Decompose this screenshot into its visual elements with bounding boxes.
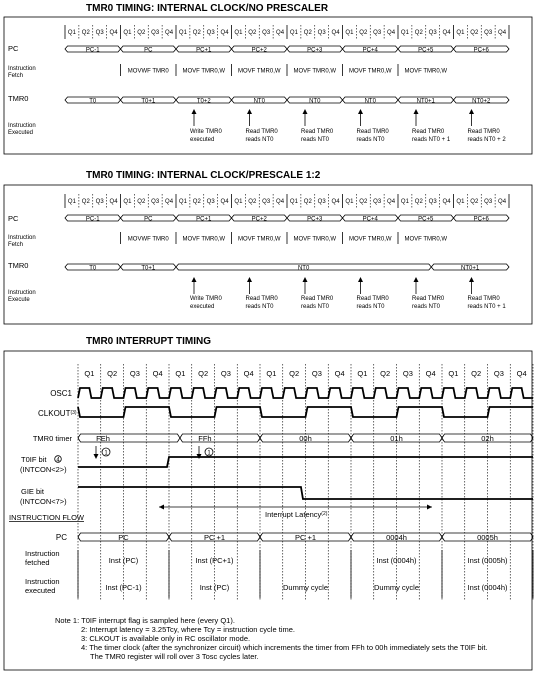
- d3-fetched-value: Inst (PC): [108, 556, 139, 565]
- diagram1-tmr0-value: NT0+1: [416, 98, 435, 105]
- diagram2-tmr0-value: NT0: [297, 265, 310, 272]
- diagram2-exec-arrow-head: [303, 277, 308, 282]
- diagram2-q-label: Q3: [206, 199, 215, 205]
- d3-latency-arrow-left: [159, 505, 164, 510]
- diagram2-title: TMR0 TIMING: INTERNAL CLOCK/PRESCALE 1:2: [86, 170, 321, 181]
- d2-label-fetch: Fetch: [8, 242, 24, 248]
- d1-label-fetch: Fetch: [8, 73, 24, 79]
- d1-label-instr: Instruction: [8, 66, 36, 72]
- d3-pc-value: PC +1: [203, 533, 226, 542]
- d2-label-tmr0: TMR0: [8, 261, 29, 270]
- diagram2-exec-label: executed: [190, 304, 215, 310]
- d3-sample-marker-b-text: 1: [207, 450, 211, 457]
- diagram1-exec-label: executed: [190, 137, 215, 143]
- d3-clkout-text: CLKOUT: [38, 409, 71, 418]
- diagram2-pc-value: PC+2: [251, 216, 267, 223]
- d3-note-3: 3: CLKOUT is available only in RC oscillator mode.: [81, 634, 251, 643]
- diagram2-q-label: Q4: [109, 199, 118, 205]
- d3-q-label: Q1: [84, 369, 95, 378]
- diagram1-exec-arrow-head: [469, 109, 474, 114]
- diagram1-tmr0-value: T0: [89, 98, 97, 105]
- d3-executed-value: Inst (0004h): [467, 583, 508, 592]
- diagram2-q-label: Q2: [81, 199, 90, 205]
- diagram2-exec-label: Read TMR0: [412, 296, 445, 302]
- diagram2-q-label: Q3: [151, 199, 160, 205]
- d3-q-label: Q1: [448, 369, 459, 378]
- diagram1-q-label: Q3: [151, 30, 160, 36]
- diagram1-pc-value: PC+2: [251, 47, 267, 54]
- diagram2-exec-label: reads NT0: [245, 304, 274, 310]
- diagram1-fetch-value: MOVWF TMR0: [127, 68, 169, 75]
- diagram2-tmr0-value: NT0+1: [461, 265, 480, 272]
- d1-signal-rows: [65, 46, 509, 143]
- diagram1-title: TMR0 TIMING: INTERNAL CLOCK/NO PRESCALER: [86, 3, 329, 14]
- diagram2-q-label: Q2: [414, 199, 423, 205]
- diagram2-fetch-value: MOVF TMR0,W: [404, 236, 448, 243]
- diagram1-exec-arrow-head: [247, 109, 252, 114]
- diagram1-q-label: Q2: [81, 30, 90, 36]
- diagram2-q-label: Q1: [234, 199, 243, 205]
- diagram2-exec-arrow-head: [469, 277, 474, 282]
- diagram1-q-label: Q4: [109, 30, 118, 36]
- diagram2-q-label: Q3: [428, 199, 437, 205]
- diagram2-q-label: Q2: [303, 199, 312, 205]
- diagram1-exec-label: Read TMR0: [412, 129, 445, 135]
- diagram1-tmr0-value: T0+1: [141, 98, 156, 105]
- diagram2-q-label: Q2: [192, 199, 201, 205]
- diagram1-q-label: Q3: [262, 30, 271, 36]
- diagram1-q-label: Q2: [470, 30, 479, 36]
- diagram1-exec-label: Read TMR0: [301, 129, 334, 135]
- diagram2-q-label: Q4: [442, 199, 451, 205]
- d3-executed-value: Inst (PC): [199, 583, 230, 592]
- d3-label-executed-1: Instruction: [25, 577, 60, 586]
- diagram2-q-label: Q2: [470, 199, 479, 205]
- diagram2-q-label: Q1: [123, 199, 132, 205]
- d2-cycle-grid: [65, 194, 509, 208]
- diagram2-exec-label: Read TMR0: [356, 296, 389, 302]
- diagram-prescale-1-2: [4, 170, 532, 324]
- d3-label-t0if: T0IF bit: [21, 455, 47, 464]
- diagram2-exec-label: reads NT0: [301, 304, 330, 310]
- d3-label-pc: PC: [55, 533, 67, 542]
- diagram2-exec-arrow-head: [414, 277, 419, 282]
- d3-label-fetched-2: fetched: [25, 558, 50, 567]
- diagram2-q-label: Q3: [484, 199, 493, 205]
- d3-pc-value: 0004h: [386, 533, 407, 542]
- d3-label-fetched-1: Instruction: [25, 549, 60, 558]
- diagram1-q-label: Q2: [359, 30, 368, 36]
- diagram1-q-label: Q3: [95, 30, 104, 36]
- d3-executed-value: Dummy cycle: [373, 583, 420, 592]
- diagram2-q-label: Q1: [400, 199, 409, 205]
- d3-q-label: Q3: [220, 369, 231, 378]
- diagram1-q-label: Q2: [192, 30, 201, 36]
- d1-label-tmr0: TMR0: [8, 94, 29, 103]
- d3-q-label: Q1: [357, 369, 368, 378]
- diagram2-q-label: Q4: [220, 199, 229, 205]
- d3-label-executed-2: executed: [25, 586, 56, 595]
- d3-latency-arrow-right: [427, 505, 432, 510]
- diagram1-exec-label: Read TMR0: [356, 129, 389, 135]
- diagram1-fetch-value: MOVF TMR0,W: [293, 68, 337, 75]
- diagram1-pc-value: PC-1: [85, 47, 100, 54]
- diagram2-pc-value: PC+3: [307, 216, 323, 223]
- diagram1-fetch-value: MOVF TMR0,W: [182, 68, 226, 75]
- diagram1-pc-value: PC+4: [362, 47, 378, 54]
- diagram1-q-label: Q4: [387, 30, 396, 36]
- diagram2-exec-label: Read TMR0: [467, 296, 500, 302]
- diagram1-fetch-value: MOVF TMR0,W: [237, 68, 281, 75]
- diagram1-fetch-value: MOVF TMR0,W: [348, 68, 392, 75]
- diagram2-tmr0-value: T0+1: [141, 265, 156, 272]
- d3-sample-marker-a-text: 1: [104, 450, 108, 457]
- diagram1-tmr0-value: NT0: [253, 98, 265, 105]
- d3-q-label: Q4: [334, 369, 345, 378]
- d3-pc-value: PC +1: [294, 533, 317, 542]
- d2-label-execute: Execute: [8, 297, 30, 303]
- d1-label-executed: Executed: [8, 130, 34, 136]
- diagram1-q-label: Q4: [442, 30, 451, 36]
- diagram1-q-label: Q3: [428, 30, 437, 36]
- diagram2-q-label: Q1: [67, 199, 76, 205]
- diagram1-pc-value: PC+6: [473, 47, 489, 54]
- diagram1-q-label: Q1: [345, 30, 354, 36]
- d3-q-label: Q2: [198, 369, 209, 378]
- diagram1-q-label: Q1: [456, 30, 465, 36]
- diagram1-q-label: Q2: [248, 30, 257, 36]
- diagram1-q-label: Q4: [276, 30, 285, 36]
- d3-tmr0-value: 02h: [481, 434, 494, 443]
- diagram1-q-label: Q1: [67, 30, 76, 36]
- diagram1-q-label: Q1: [400, 30, 409, 36]
- diagram1-pc-value: PC+1: [196, 47, 212, 54]
- d3-t0if-note: 4: [56, 457, 60, 464]
- diagram1-pc-value: PC+5: [418, 47, 434, 54]
- diagram1-tmr0-value: NT0: [364, 98, 376, 105]
- diagram1-tmr0-value: NT0+2: [472, 98, 491, 105]
- d3-label-intcon2: (INTCON<2>): [20, 465, 67, 474]
- diagram1-q-label: Q4: [220, 30, 229, 36]
- d3-tmr0-value: 00h: [299, 434, 312, 443]
- diagram2-q-label: Q3: [262, 199, 271, 205]
- diagram2-pc-value: PC+4: [362, 216, 378, 223]
- d3-sample-marker-a-head: [94, 454, 99, 459]
- diagram2-exec-label: Read TMR0: [301, 296, 334, 302]
- diagram2-fetch-value: MOVF TMR0,W: [182, 236, 226, 243]
- d3-q-label: Q4: [516, 369, 527, 378]
- diagram1-exec-label: Read TMR0: [245, 129, 278, 135]
- d3-note-2: 2: Interrupt latency = 3.25Tcy, where Tcy = instruction cycle time.: [81, 625, 295, 634]
- diagram2-fetch-value: MOVF TMR0,W: [237, 236, 281, 243]
- diagram1-exec-arrow-head: [192, 109, 197, 114]
- diagram-no-prescaler: [4, 3, 532, 154]
- diagram2-exec-label: Write TMR0: [190, 296, 222, 302]
- diagram2-q-label: Q4: [387, 199, 396, 205]
- diagram2-pc-value: PC+5: [418, 216, 434, 223]
- diagram2-q-label: Q1: [345, 199, 354, 205]
- diagram2-pc-value: PC+6: [473, 216, 489, 223]
- diagram1-q-label: Q1: [178, 30, 187, 36]
- d3-cycle-grid: [78, 364, 533, 600]
- d3-latency-text: Interrupt Latency: [265, 510, 322, 519]
- diagram1-q-label: Q2: [137, 30, 146, 36]
- diagram1-exec-arrow-head: [303, 109, 308, 114]
- diagram1-q-label: Q4: [498, 30, 507, 36]
- diagram1-exec-label: reads NT0 + 1: [412, 137, 451, 143]
- d3-pc-value: 0005h: [477, 533, 498, 542]
- diagram2-exec-label: reads NT0 + 1: [467, 304, 506, 310]
- d3-q-label: Q2: [471, 369, 482, 378]
- diagram2-pc-value: PC-1: [85, 216, 100, 223]
- diagram3-title: TMR0 INTERRUPT TIMING: [86, 336, 211, 347]
- diagram2-pc-value: PC+1: [196, 216, 212, 223]
- d3-pc-value: PC: [118, 533, 129, 542]
- diagram1-exec-label: Write TMR0: [190, 129, 222, 135]
- diagram2-q-label: Q4: [331, 199, 340, 205]
- diagram2-q-label: Q2: [248, 199, 257, 205]
- d2-label-instr: Instruction: [8, 235, 36, 241]
- diagram1-q-label: Q2: [414, 30, 423, 36]
- d3-fetched-value: Inst (0005h): [467, 556, 508, 565]
- diagram2-q-label: Q4: [165, 199, 174, 205]
- d3-label-gie: GIE bit: [21, 487, 44, 496]
- d3-tmr0-cell: [180, 434, 260, 442]
- d3-q-label: Q2: [289, 369, 300, 378]
- d1-cycle-grid: [65, 25, 509, 39]
- diagram1-exec-label: reads NT0: [301, 137, 330, 143]
- diagram1-exec-label: reads NT0: [245, 137, 274, 143]
- d3-tmr0-value: 01h: [390, 434, 403, 443]
- d3-tmr0-cell: [78, 434, 180, 442]
- diagram1-pc-value: PC: [144, 47, 153, 54]
- diagram1-pc-value: PC+3: [307, 47, 323, 54]
- d3-note-5: The TMR0 register will roll over 3 Tosc cycles later.: [90, 652, 259, 661]
- diagram2-pc-value: PC: [144, 216, 153, 223]
- d3-label-osc1: OSC1: [50, 389, 72, 398]
- d3-executed-value: Dummy cycle: [282, 583, 329, 592]
- diagram2-q-label: Q1: [289, 199, 298, 205]
- diagram2-q-label: Q4: [276, 199, 285, 205]
- diagram1-q-label: Q3: [484, 30, 493, 36]
- diagram1-q-label: Q1: [289, 30, 298, 36]
- diagram1-q-label: Q4: [165, 30, 174, 36]
- d3-fetched-value: Inst (PC+1): [195, 556, 234, 565]
- diagram2-q-label: Q3: [317, 199, 326, 205]
- d3-executed-value: Inst (PC-1): [105, 583, 142, 592]
- diagram2-exec-arrow-head: [358, 277, 363, 282]
- diagram1-exec-label: reads NT0: [356, 137, 385, 143]
- diagram1-q-label: Q1: [234, 30, 243, 36]
- d3-label-clkout: [38, 409, 77, 418]
- d3-q-label: Q2: [380, 369, 391, 378]
- diagram2-exec-arrow-head: [192, 277, 197, 282]
- d3-note-4: 4: The timer clock (after the synchronizer circuit) which increments the timer from FFh to 00h immediately sets the T0IF bit.: [81, 643, 488, 652]
- d3-q-label: Q3: [129, 369, 140, 378]
- diagram2-q-label: Q1: [178, 199, 187, 205]
- d3-latency-note: (2): [321, 511, 328, 517]
- diagram1-q-label: Q3: [206, 30, 215, 36]
- d3-note-1: Note 1: T0IF interrupt flag is sampled here (every Q1).: [55, 616, 235, 625]
- d3-q-label: Q3: [493, 369, 504, 378]
- d3-fetched-value: Inst (0004h): [376, 556, 417, 565]
- diagram1-fetch-value: MOVF TMR0,W: [404, 68, 448, 75]
- diagram1-q-label: Q3: [373, 30, 382, 36]
- diagram2-exec-label: Read TMR0: [245, 296, 278, 302]
- diagram1-exec-label: Read TMR0: [467, 129, 500, 135]
- diagram2-fetch-value: MOVWF TMR0: [127, 236, 169, 243]
- d3-q-label: Q4: [152, 369, 163, 378]
- d3-q-label: Q4: [425, 369, 436, 378]
- diagram2-exec-arrow-head: [247, 277, 252, 282]
- d2-label-instr2: Instruction: [8, 290, 36, 296]
- d3-label-intcon7: (INTCON<7>): [20, 497, 67, 506]
- d3-tmr0-value: FEh: [96, 434, 110, 443]
- diagram2-fetch-value: MOVF TMR0,W: [293, 236, 337, 243]
- diagram2-q-label: Q1: [456, 199, 465, 205]
- diagram1-q-label: Q3: [317, 30, 326, 36]
- diagram2-q-label: Q2: [359, 199, 368, 205]
- d3-q-label: Q3: [402, 369, 413, 378]
- d3-tmr0-value: FFh: [198, 434, 212, 443]
- diagram2-q-label: Q3: [373, 199, 382, 205]
- d3-label-tmr0-timer: TMR0 timer: [32, 434, 72, 443]
- diagram2-q-label: Q4: [498, 199, 507, 205]
- d3-q-label: Q2: [107, 369, 118, 378]
- diagram2-q-label: Q2: [137, 199, 146, 205]
- diagram1-tmr0-value: NT0: [309, 98, 321, 105]
- diagram1-tmr0-value: T0+2: [196, 98, 211, 105]
- diagram1-q-label: Q2: [303, 30, 312, 36]
- diagram1-q-label: Q4: [331, 30, 340, 36]
- d3-q-label: Q3: [311, 369, 322, 378]
- diagram2-q-label: Q3: [95, 199, 104, 205]
- d3-q-label: Q4: [243, 369, 254, 378]
- diagram2-exec-label: reads NT0: [412, 304, 441, 310]
- diagram2-tmr0-value: T0: [89, 265, 97, 272]
- diagram2-exec-label: reads NT0: [356, 304, 385, 310]
- d1-label-instr2: Instruction: [8, 123, 36, 129]
- diagram1-q-label: Q1: [123, 30, 132, 36]
- d1-label-pc: PC: [8, 44, 19, 53]
- d3-label-instruction-flow: INSTRUCTION FLOW: [9, 513, 84, 522]
- d3-clkout-note: (3): [70, 410, 77, 416]
- diagram1-exec-arrow-head: [358, 109, 363, 114]
- d3-q-label: Q1: [266, 369, 277, 378]
- d3-latency-label: [265, 510, 328, 519]
- diagram1-exec-label: reads NT0 + 2: [467, 137, 506, 143]
- diagram1-exec-arrow-head: [414, 109, 419, 114]
- diagram2-fetch-value: MOVF TMR0,W: [348, 236, 392, 243]
- d3-q-label: Q1: [175, 369, 186, 378]
- d2-label-pc: PC: [8, 214, 19, 223]
- d2-signal-rows: [65, 215, 509, 310]
- diagram-interrupt-timing: [4, 336, 533, 670]
